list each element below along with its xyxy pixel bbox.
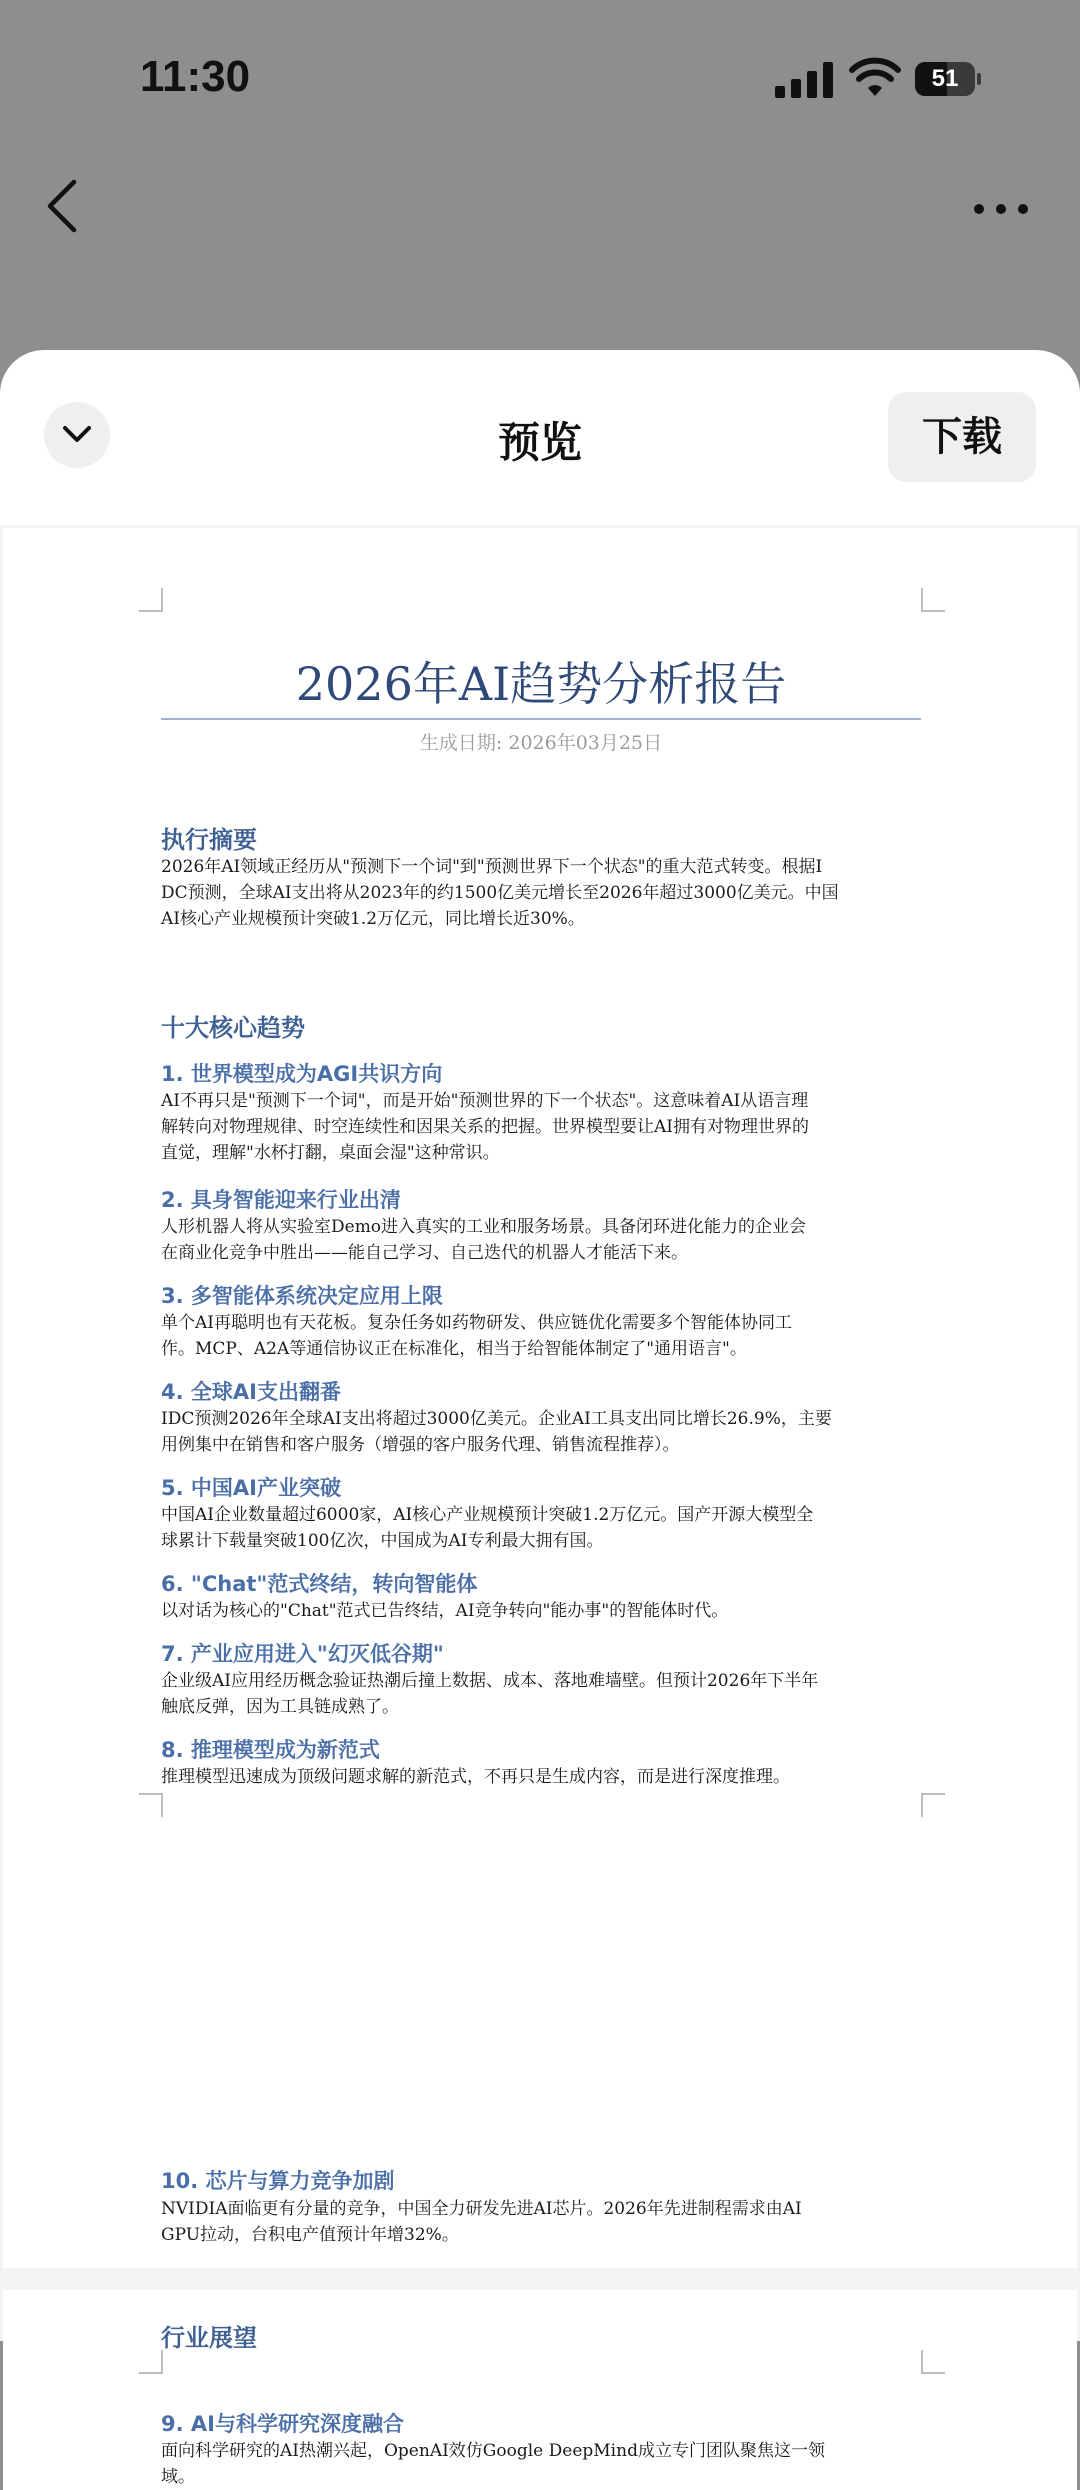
more-options-icon[interactable] <box>970 190 1032 230</box>
crop-mark <box>921 588 945 612</box>
text-line: 单个AI再聪明也有天花板。复杂任务如药物研发、供应链优化需要多个智能体协同工 <box>161 1313 792 1333</box>
trend-1-text <box>161 1088 921 1166</box>
trend-10-title: 10. 芯片与算力竞争加剧 <box>161 2169 395 2193</box>
text-line: 直觉，理解"水杯打翻，桌面会湿"这种常识。 <box>161 1143 500 1163</box>
title-divider <box>161 718 921 720</box>
trend-5-title: 5. 中国AI产业突破 <box>161 1476 341 1500</box>
text-line: 域。 <box>161 2467 195 2487</box>
text-line: 用例集中在销售和客户服务（增强的客户服务代理、销售流程推荐）。 <box>161 1435 680 1455</box>
trend-2-text <box>161 1214 921 1266</box>
outlook-heading: 行业展望 <box>161 2324 257 2352</box>
trend-9-title: 9. AI与科学研究深度融合 <box>161 2412 404 2436</box>
summary-text <box>161 854 921 932</box>
trend-6-title: 6. "Chat"范式终结，转向智能体 <box>161 1572 478 1596</box>
text-line: GPU拉动，台积电产值预计年增32%。 <box>161 2225 459 2245</box>
crop-mark <box>139 1793 163 1817</box>
text-line: 2026年AI领域正经历从"预测下一个词"到"预测世界下一个状态"的重大范式转变。根据I <box>161 857 823 877</box>
text-line: 球累计下载量突破100亿次，中国成为AI专利最大拥有国。 <box>161 1531 604 1551</box>
status-bar <box>0 0 1080 160</box>
text-line: NVIDIA面临更有分量的竞争，中国全力研发先进AI芯片。2026年先进制程需求由AI <box>161 2199 802 2219</box>
trend-10-block <box>161 2166 921 2248</box>
trend-7-title: 7. 产业应用进入"幻灭低谷期" <box>161 1642 444 1666</box>
crop-mark <box>139 2350 163 2374</box>
text-line: AI不再只是"预测下一个词"，而是开始"预测世界的下一个状态"。这意味着AI从语言理 <box>161 1091 809 1111</box>
document-viewer[interactable] <box>0 525 1080 2487</box>
crop-mark <box>921 1793 945 1817</box>
back-chevron-icon[interactable] <box>42 178 82 234</box>
preview-sheet <box>0 350 1080 2487</box>
battery-level: 51 <box>931 65 959 92</box>
crop-mark <box>921 2350 945 2374</box>
trend-3-title: 3. 多智能体系统决定应用上限 <box>161 1284 443 1308</box>
text-line: 面向科学研究的AI热潮兴起，OpenAI效仿Google DeepMind成立专门团队聚焦这一领 <box>161 2441 825 2461</box>
text-line: 中国AI企业数量超过6000家，AI核心产业规模预计突破1.2万亿元。国产开源大模型全 <box>161 1505 814 1525</box>
battery-icon <box>915 62 983 98</box>
document-title: 2026年AI趋势分析报告 <box>295 657 787 711</box>
text-line: AI核心产业规模预计突破1.2万亿元，同比增长近30%。 <box>161 909 585 929</box>
text-line: IDC预测2026年全球AI支出将超过3000亿美元。企业AI工具支出同比增长26.9%，主要 <box>161 1409 832 1429</box>
trend-2-title: 2. 具身智能迎来行业出清 <box>161 1188 401 1212</box>
trend-8-title: 8. 推理模型成为新范式 <box>161 1738 380 1762</box>
document-page-1 <box>3 528 1077 2268</box>
document-date: 生成日期: 2026年03月25日 <box>419 732 663 754</box>
text-line: DC预测，全球AI支出将从2023年的约1500亿美元增长至2026年超过3000亿美元。中国 <box>161 883 839 903</box>
text-line: 触底反弹，因为工具链成熟了。 <box>161 1697 399 1717</box>
status-time: 11:30 <box>140 52 251 101</box>
crop-mark <box>139 588 163 612</box>
text-line: 以对话为核心的"Chat"范式已告终结，AI竞争转向"能办事"的智能体时代。 <box>161 1601 729 1621</box>
trend-6-text <box>161 1598 921 1624</box>
trends-heading: 十大核心趋势 <box>161 1014 305 1042</box>
summary-heading: 执行摘要 <box>161 826 257 854</box>
trend-1-title: 1. 世界模型成为AGI共识方向 <box>161 1062 443 1086</box>
text-line: 人形机器人将从实验室Demo进入真实的工业和服务场景。具备闭环进化能力的企业会 <box>161 1217 807 1237</box>
trend-8-text <box>161 1764 921 1790</box>
trend-4-text <box>161 1406 921 1458</box>
sheet-title: 预览 <box>497 418 582 467</box>
text-line: 在商业化竞争中胜出——能自己学习、自己迭代的机器人才能活下来。 <box>161 1243 688 1263</box>
text-line: 解转向对物理规律、时空连续性和因果关系的把握。世界模型要让AI拥有对物理世界的 <box>161 1117 809 1137</box>
trend-7-text <box>161 1668 921 1720</box>
trend-3-text <box>161 1310 921 1362</box>
trend-5-text <box>161 1502 921 1554</box>
text-line: 企业级AI应用经历概念验证热潮后撞上数据、成本、落地难墙壁。但预计2026年下半年 <box>161 1671 819 1691</box>
trend-9-text <box>161 2438 921 2490</box>
cellular-signal-icon <box>775 62 833 98</box>
text-line: 推理模型迅速成为顶级问题求解的新范式，不再只是生成内容，而是进行深度推理。 <box>161 1767 790 1787</box>
text-line: 作。MCP、A2A等通信协议正在标准化，相当于给智能体制定了"通用语言"。 <box>161 1339 747 1359</box>
wifi-icon <box>850 58 900 98</box>
download-button[interactable]: 下载 <box>888 392 1036 482</box>
trend-4-title: 4. 全球AI支出翻番 <box>161 1380 341 1404</box>
